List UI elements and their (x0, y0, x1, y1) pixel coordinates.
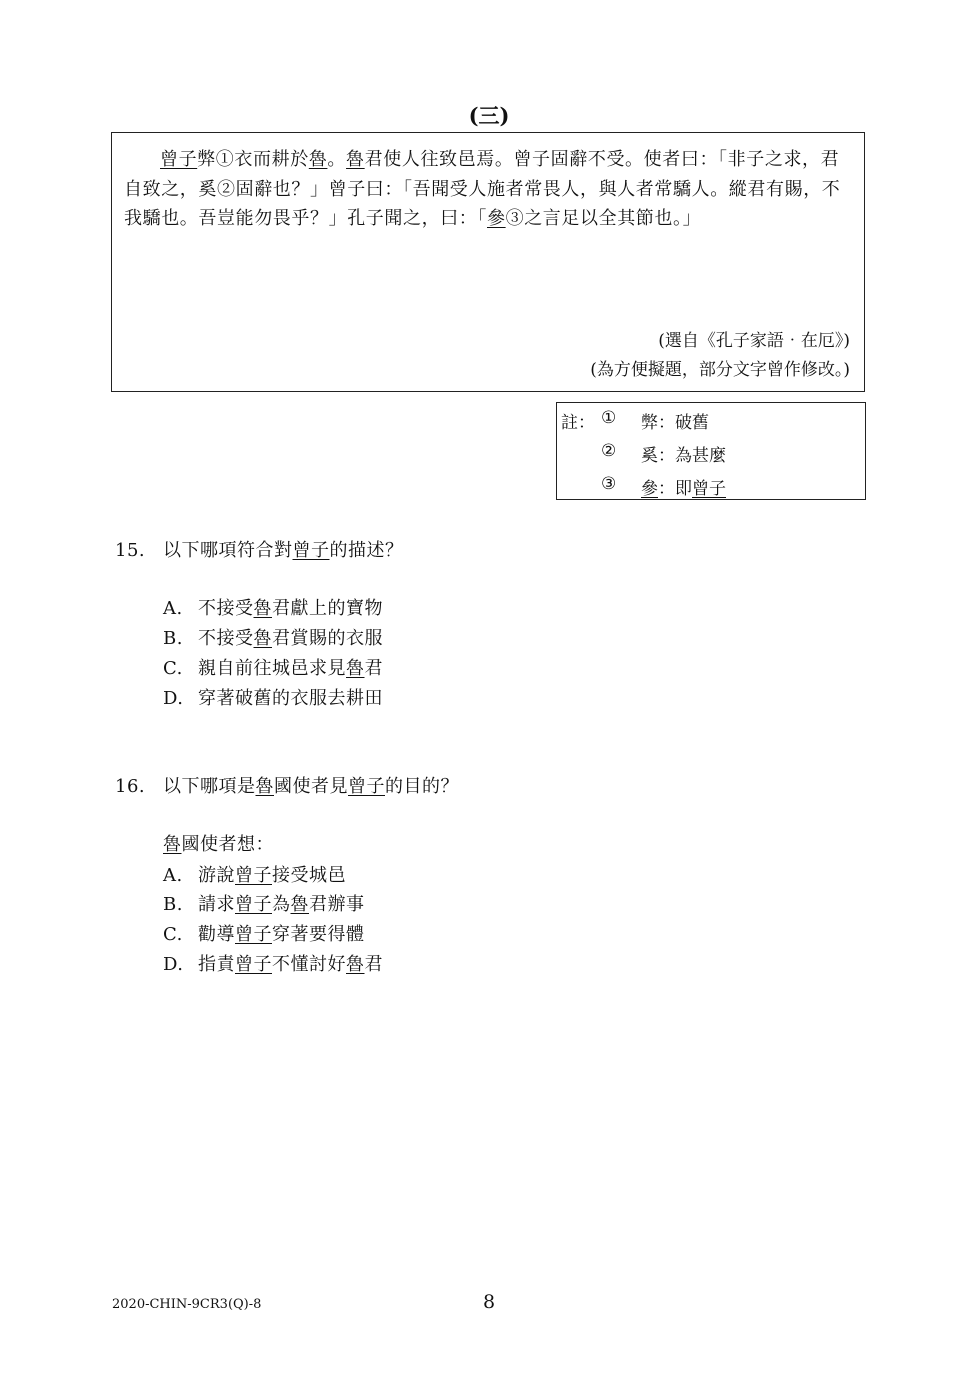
proper-noun: 參 (487, 208, 506, 229)
text-run: 弊 (641, 413, 658, 433)
footnote-number: ② (601, 441, 617, 461)
text-run: 國使者見 (274, 776, 348, 797)
proper-noun: 曾子 (292, 540, 330, 561)
proper-noun: 魯 (253, 628, 272, 649)
option-label: C. (163, 658, 183, 679)
option-text (198, 688, 383, 709)
text-run: 游說 (198, 865, 235, 886)
footnote-lead: 註： (561, 413, 595, 433)
text-run: 奚 (641, 446, 658, 466)
text-run: 以下哪項是 (163, 776, 256, 797)
proper-noun: 曾子 (235, 865, 272, 886)
text-run: 親自前往城邑求見 (198, 658, 346, 679)
text-run: 的描述？ (329, 540, 404, 561)
question-15-option-a[interactable] (163, 594, 383, 620)
option-text (198, 954, 383, 975)
question-15-option-c[interactable] (163, 654, 383, 680)
text-run: 君獻上的寶物 (272, 598, 383, 619)
section-title: (三) (468, 103, 510, 128)
text-run: 君 (364, 658, 383, 679)
text-run: 君辦事 (309, 894, 365, 915)
footnote-text (641, 474, 726, 499)
proper-noun: 曾子 (235, 894, 272, 915)
proper-noun: 魯 (290, 894, 309, 915)
question-16-option-b[interactable] (163, 890, 365, 916)
footnote-text (641, 441, 726, 466)
text-run: 指責 (198, 954, 235, 975)
text-run: ③之言足以全其節也。」 (505, 208, 702, 229)
proper-noun: 參 (641, 479, 658, 499)
text-run: 弊①衣而耕於 (197, 149, 309, 170)
text-run: 穿著破舊的衣服去耕田 (198, 688, 383, 709)
passage-source: (選自《孔子家語‧在厄》) (658, 331, 850, 351)
proper-noun: 魯 (346, 658, 365, 679)
option-label: D. (163, 954, 184, 975)
paper-code: 2020-CHIN-9CR3(Q)-8 (112, 1297, 262, 1312)
page-number: 8 (482, 1291, 496, 1313)
proper-noun: 魯 (255, 776, 274, 797)
footnote-number: ③ (601, 474, 617, 494)
footnote-number: ① (601, 408, 617, 428)
text-run: 勸導 (198, 924, 235, 945)
proper-noun: 曾子 (235, 924, 272, 945)
question-number: 15. (115, 540, 146, 561)
proper-noun: 魯 (346, 149, 365, 170)
option-text (198, 924, 365, 945)
footnote-text (641, 408, 709, 433)
option-label: D. (163, 688, 184, 709)
text-run: 君 (364, 954, 383, 975)
proper-noun: 魯 (308, 149, 328, 170)
text-run: 以下哪項符合對 (163, 540, 293, 561)
text-run: 君賞賜的衣服 (272, 628, 383, 649)
question-16-option-a[interactable] (163, 861, 346, 887)
proper-noun: 曾子 (348, 776, 385, 797)
text-run: 不接受 (198, 628, 254, 649)
option-label: B. (163, 628, 183, 649)
passage-text (124, 145, 852, 234)
option-text (198, 628, 383, 649)
passage-box (111, 132, 865, 392)
text-run: ：為甚麼 (658, 446, 726, 466)
text-run: 君使人往致邑焉。曾子固辭不受。使者曰：「非子之求，君自致之，奚②固辭也？」曾子曰：「吾聞受人施者常畏人，與人者常驕人。縱君有賜，不我驕也。吾豈能勿畏乎？」孔子聞之，曰：「 (124, 149, 841, 229)
option-label: A. (163, 865, 183, 886)
text-run: 不懂討好 (272, 954, 346, 975)
question-15-option-d[interactable] (163, 684, 383, 710)
option-label: C. (163, 924, 183, 945)
text-run: 。 (327, 149, 347, 170)
option-text (198, 865, 346, 886)
text-run: 接受城邑 (272, 865, 346, 886)
proper-noun: 魯 (163, 834, 182, 855)
question-text (163, 776, 459, 797)
option-text (198, 658, 383, 679)
question-15-option-b[interactable] (163, 624, 383, 650)
option-text (198, 598, 383, 619)
question-16-option-c[interactable] (163, 920, 365, 946)
proper-noun: 魯 (346, 954, 365, 975)
text-run: ：破舊 (658, 413, 709, 433)
text-run: 為 (272, 894, 291, 915)
question-text (163, 540, 404, 561)
proper-noun: 曾子 (160, 149, 198, 170)
passage-edit-note: (為方便擬題，部分文字曾作修改。) (590, 360, 850, 380)
text-run: 穿著要得體 (272, 924, 365, 945)
question-16-stem (115, 772, 459, 798)
question-number: 16. (115, 776, 146, 797)
text-run: 不接受 (198, 598, 254, 619)
proper-noun: 曾子 (692, 479, 726, 499)
text-run: 的目的？ (385, 776, 459, 797)
option-text (198, 894, 365, 915)
question-16-lead (163, 830, 274, 856)
text-run: ：即 (658, 479, 692, 499)
proper-noun: 曾子 (235, 954, 272, 975)
proper-noun: 魯 (253, 598, 272, 619)
footnotes-box (556, 402, 866, 500)
text-run: 請求 (198, 894, 235, 915)
text-run: 國使者想： (181, 834, 274, 855)
option-label: B. (163, 894, 183, 915)
question-16-option-d[interactable] (163, 950, 383, 976)
option-label: A. (163, 598, 183, 619)
question-15-stem (115, 536, 404, 562)
